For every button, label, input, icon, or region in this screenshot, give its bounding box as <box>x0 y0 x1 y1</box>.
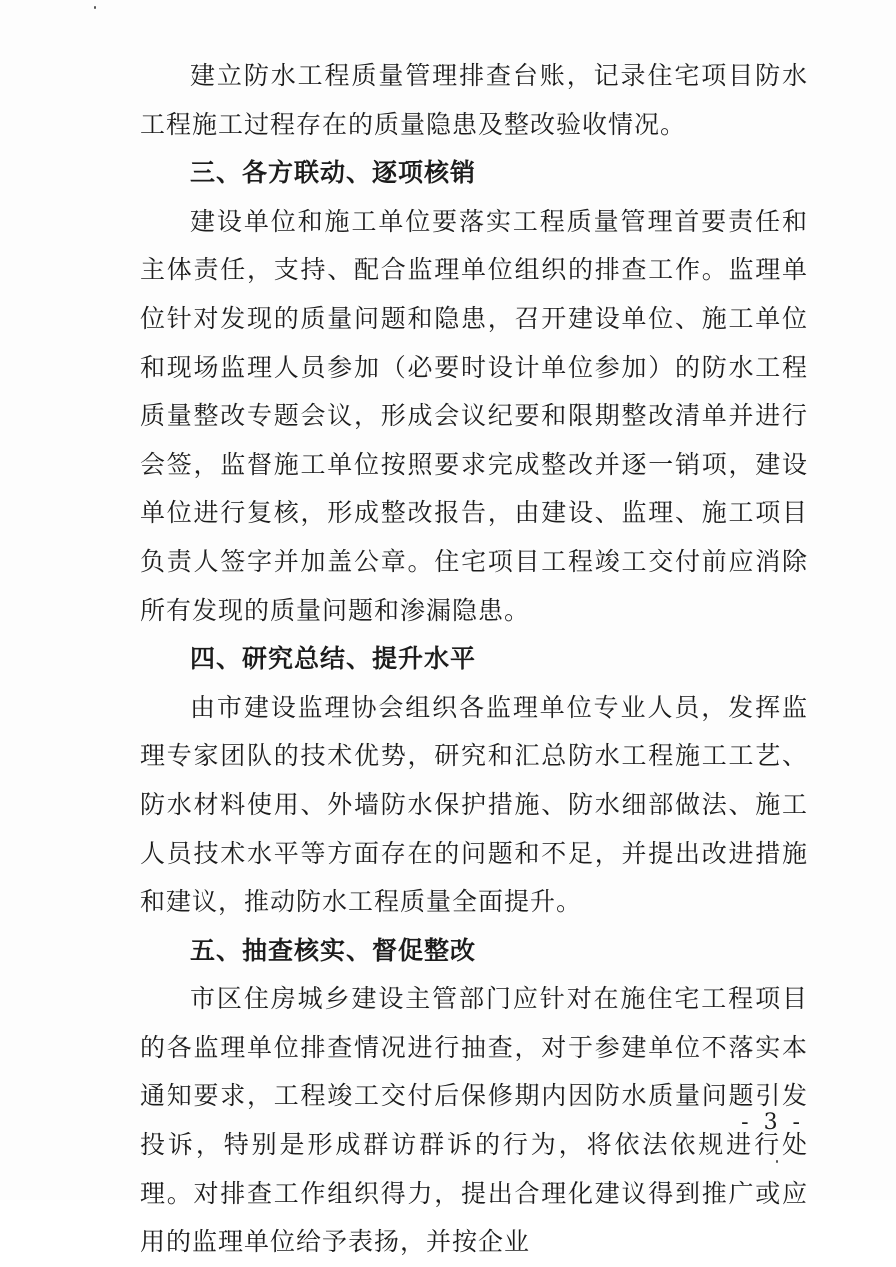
paragraph-coordination: 建设单位和施工单位要落实工程质量管理首要责任和主体责任，支持、配合监理单位组织的排查工作。监理单位针对发现的质量问题和隐患，召开建设单位、施工单位和现场监理人员参加（必要时设计单位参加）的防水工程质量整改专题会议，形成会议纪要和限期整改清单并进行会签，监督施工单位按照要求完成整改并逐一销项，建设单位进行复核，形成整改报告，由建设、监理、施工项目负责人签字并加盖公章。住宅项目工程竣工交付前应消除所有发现的质量问题和渗漏隐患。 <box>140 206 808 625</box>
section-heading-4: 四、研究总结、提升水平 <box>190 644 477 674</box>
scan-speck <box>94 6 96 9</box>
paragraph-ledger: 建立防水工程质量管理排查台账，记录住宅项目防水工程施工过程存在的质量隐患及整改验收情况。 <box>140 61 808 139</box>
page-number: - 3 - <box>741 1110 804 1135</box>
document-body <box>140 52 808 1267</box>
section-heading-5: 五、抽查核实、督促整改 <box>190 935 477 965</box>
paragraph-research: 由市建设监理协会组织各监理单位专业人员，发挥监理专家团队的技术优势，研究和汇总防水工程施工工艺、防水材料使用、外墙防水保护措施、防水细部做法、施工人员技术水平等方面存在的问题和不足，并提出改进措施和建议，推动防水工程质量全面提升。 <box>140 692 808 917</box>
section-heading-3: 三、各方联动、逐项核销 <box>190 158 477 188</box>
paragraph-inspection: 市区住房城乡建设主管部门应针对在施住宅工程项目的各监理单位排查情况进行抽查，对于参建单位不落实本通知要求，工程竣工交付后保修期内因防水质量问题引发投诉，特别是形成群访群诉的行为，将依法依规进行处理。对排查工作组织得力，提出合理化建议得到推广或应用的监理单位给予表扬，并按企业 <box>140 984 808 1257</box>
